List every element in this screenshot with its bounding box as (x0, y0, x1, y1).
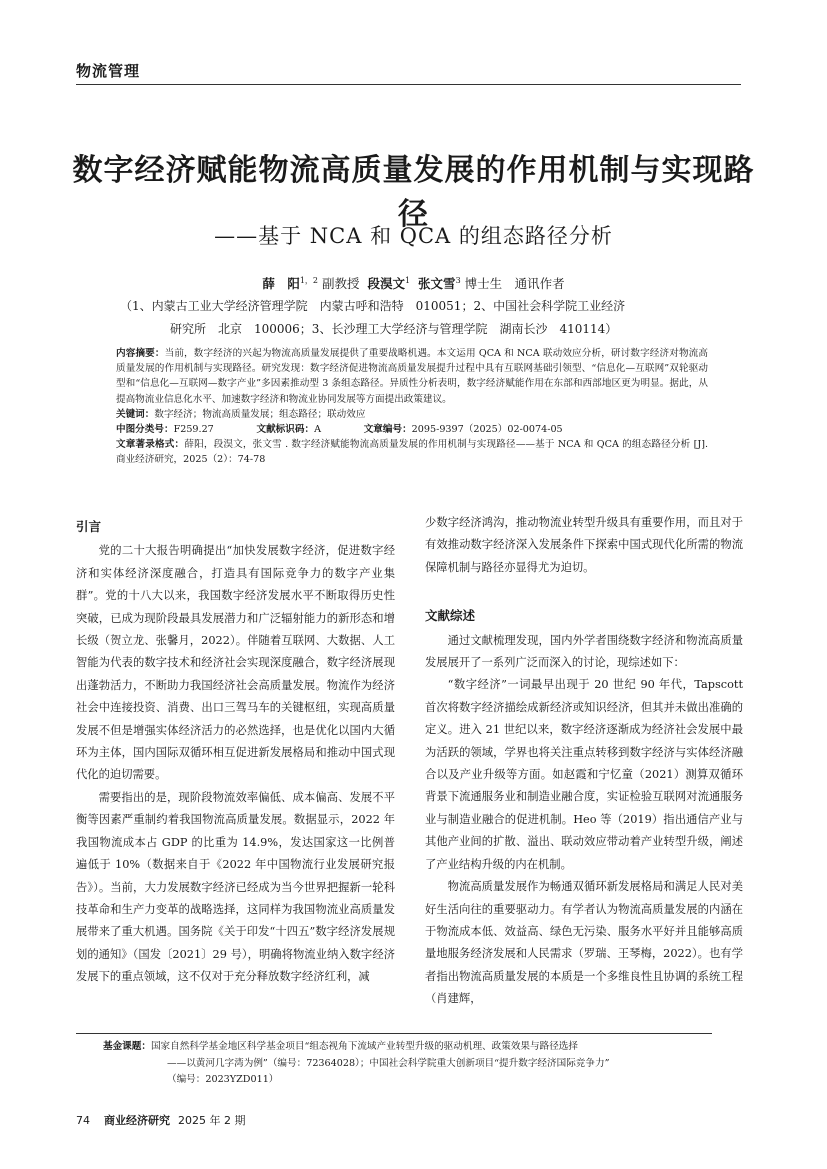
keywords-text: 数字经济；物流高质量发展；组态路径；联动效应 (154, 408, 366, 420)
issue-label: 2025 年 2 期 (178, 1114, 246, 1127)
doc-code-label: 文献标识码： (256, 424, 315, 436)
citation (116, 437, 708, 467)
page-number: 74 (76, 1114, 90, 1127)
review-paragraph-3: 物流高质量发展作为畅通双循环新发展格局和满足人民对美好生活向往的重要驱动力。有学者认为物流高质量发展的内涵在于物流成本低、效益高、绿色无污染、服务水平好并且能够高质量地服务经济发展和人民需求（罗瑞、王琴梅，2022）。也有学者指出物流高质量发展的本质是一个多维良性且协调的系统工程（肖建辉， (425, 880, 743, 1006)
review-paragraph-1: 通过文献梳理发现，国内外学者围绕数字经济和物流高质量发展展开了一系列广泛而深入的讨论，现综述如下： (425, 633, 743, 670)
review-paragraph-2: “数字经济”一词最早出现于 20 世纪 90 年代，Tapscott 首次将数字经济描绘成新经济或知识经济，但其并未做出准确的定义。进入 21 世纪以来，数字经济逐渐成为经济社会发展中最为活跃的领域，学界也将关注重点转移到数字经济与实体经济融合以及产业升级等方面。如赵霞和宁忆童（2021）测算双循环背景下流通服务业和制造业融合度，实证检验互联网对流通服务业与制造业融合的促进机制。Heo 等（2019）指出通信产业与其他产业间的扩散、溢出、联动效应带动着产业转型升级，阐述了产业结构升级的内在机制。 (425, 678, 743, 871)
journal-name: 商业经济研究 (104, 1114, 170, 1127)
classification-row (116, 422, 708, 437)
header-rule (76, 84, 741, 85)
funding-rule (76, 1033, 712, 1034)
author-role: 博士生 通讯作者 (464, 276, 565, 291)
section-spacer (425, 579, 743, 605)
funding-text: 国家自然科学基金地区科学基金项目“组态视角下流域产业转型升级的驱动机理、政策效果与路径选择 (150, 1041, 578, 1052)
doc-code-value: A (314, 424, 321, 436)
affiliation-line-1: （1、内蒙古工业大学经济管理学院 内蒙古呼和浩特 010051；2、中国社会科学院工业经济 (120, 299, 626, 313)
author-name: 段淏文 (367, 276, 405, 291)
funding-line: （编号：2023YZD011） (167, 1074, 279, 1085)
authors-line (60, 274, 767, 292)
intro-paragraph-1: 党的二十大报告明确提出“加快发展数字经济，促进数字经济和实体经济深度融合，打造具有国际竞争力的数字产业集群”。党的十八大以来，我国数字经济发展水平不断取得历史性突破，已成为现阶段最具发展潜力和广泛辐射能力的新形态和增长级（贺立龙、张馨月，2022）。伴随着互联网、大数据、人工智能为代表的数字技术和经济社会实现深度融合，数字经济展现出蓬勃活力，不断助力我国经济社会高质量发展。物流作为经济社会中连接投资、消费、出口三驾马车的关键枢纽，实现高质量发展不但是增强实体经济活力的必然选择，也是优化以国内大循环为主体，国内国际双循环相互促进新发展格局和推动中国式现代化的迫切需要。 (76, 544, 395, 782)
keywords (116, 407, 708, 422)
article-number-value: 2095-9397（2025）02-0074-05 (411, 424, 563, 436)
author-name: 张文雪 (418, 276, 456, 291)
abstract-label: 内容摘要： (116, 348, 165, 359)
article-number-label: 文章编号： (363, 424, 412, 436)
review-heading: 文献综述 (425, 608, 476, 624)
page-footer (76, 1112, 245, 1128)
abstract-block (116, 346, 708, 468)
funding-line (103, 1039, 723, 1056)
author-name: 薛 阳 (262, 276, 300, 291)
funding-line: ——以黄河几字湾为例”（编号：72364028）；中国社会科学院重大创新项目“提升数字经济国际竞争力” (167, 1057, 610, 1069)
citation-text: 薛阳，段淏文，张文雪 . 数字经济赋能物流高质量发展的作用机制与实现路径——基于 NCA 和 QCA 的组态路径分析 [J]. 商业经济研究，2025（2）：74-78 (116, 439, 708, 466)
clc-label: 中图分类号： (116, 424, 174, 436)
funding-note (103, 1039, 723, 1089)
left-column (76, 516, 395, 989)
intro-heading: 引言 (76, 519, 102, 534)
section-label: 物流管理 (76, 62, 141, 80)
keywords-label: 关键词： (116, 408, 155, 420)
right-column (425, 512, 743, 1011)
author-affiliation-mark: 1 (405, 275, 411, 285)
affiliation-line-2: 研究所 北京 100006；3、长沙理工大学经济与管理学院 湖南长沙 410114） (170, 322, 618, 336)
abstract (116, 346, 708, 407)
intro-paragraph-2: 需要指出的是，现阶段物流效率偏低、成本偏高、发展不平衡等因素严重制约着我国物流高质量发展。数据显示，2022 年我国物流成本占 GDP 的比重为 14.9%，发达国家这一比例普遍低于 10%（数据来自于《2022 年中国物流行业发展研究报告》）。当前，大力发展数字经济已经成为当今世界把握新一轮科技革命和生产力变革的战略选择，这同样为我国物流业高质量发展带来了重大机遇。国务院《关于印发“十四五”数字经济发展规划的通知》（国发〔2021〕29 号），明确将物流业纳入数字经济发展下的重点领域，这不仅对于充分释放数字经济红利，减 (76, 790, 395, 984)
author-role: 副教授 (322, 276, 360, 291)
clc-value: F259.27 (173, 424, 214, 436)
author-affiliation-mark: 1，2 (299, 275, 319, 285)
funding-label: 基金课题： (103, 1041, 151, 1052)
article-subtitle: ——基于 NCA 和 QCA 的组态路径分析 (214, 224, 613, 248)
author-affiliation-mark: 3 (455, 275, 461, 285)
abstract-text: 当前，数字经济的兴起为物流高质量发展提供了重要战略机遇。本文运用 QCA 和 NCA 联动效应分析，研讨数字经济对物流高质量发展的作用机制与实现路径。研究发现：数字经济促进物流高质量发展提升过程中具有互联网基础引领型、“信息化—互联网”双轮驱动型和“信息化—互联网—数字产业”多因素推动型 3 条组态路径。异质性分析表明，数字经济赋能作用在东部和西部地区更为明显。据此，从提高物流业信息化水平、加速数字经济和物流业协同发展等方面提出政策建议。 (116, 348, 709, 405)
article-title: 数字经济赋能物流高质量发展的作用机制与实现路径 (72, 153, 755, 232)
citation-label: 文章著录格式： (116, 439, 185, 451)
intro-paragraph-2-continued: 少数字经济鸿沟，推动物流业转型升级具有重要作用，而且对于有效推动数字经济深入发展条件下探索中国式现代化所需的物流保障机制与路径亦显得尤为迫切。 (425, 516, 743, 574)
